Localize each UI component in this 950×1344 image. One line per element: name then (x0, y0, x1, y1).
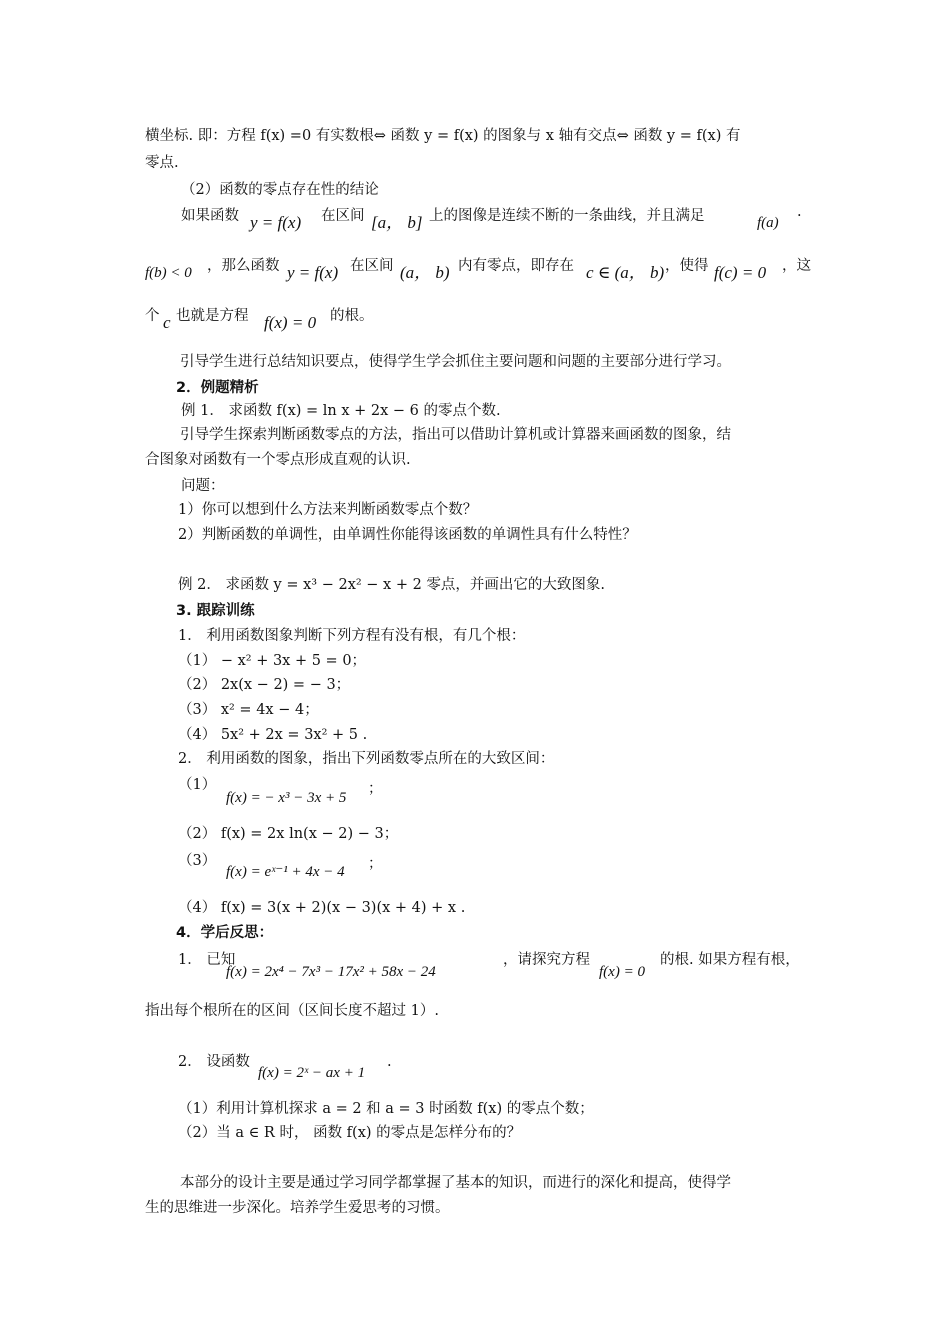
text-line-l48: ； (368, 856, 383, 872)
text-line-l17: c ∈ (a， b) (586, 263, 665, 282)
text-line-l63: 生的思维进一步深化。培养学生爱思考的习惯。 (145, 1200, 450, 1216)
text-line-l62: 本部分的设计主要是通过学习同学都掌握了基本的知识，而进行的深化和提高，使得学 (180, 1175, 731, 1191)
text-line-l12: ，那么函数 (207, 258, 280, 274)
text-line-l34: 例 2． 求函数 y = x³ − 2x² − x + 2 零点，并画出它的大致图象. (178, 577, 606, 593)
text-line-l60: （1）利用计算机探求 a = 2 和 a = 3 时函数 f(x) 的零点个数； (178, 1101, 594, 1117)
text-line-l55: 的根. 如果方程有根， (660, 952, 800, 968)
text-line-l18: ，使得 (665, 258, 709, 274)
text-line-l22: c (163, 313, 171, 332)
text-line-l50: 4．学后反思： (176, 925, 274, 941)
text-line-l16: 内有零点，即存在 (458, 258, 574, 274)
text-line-l26: 引导学生进行总结知识要点，使得学生学会抓住主要问题和问题的主要部分进行学习。 (180, 354, 731, 370)
text-line-l42: （1） (178, 777, 217, 793)
text-line-l49: （4） f(x) = 3(x + 2)(x − 3)(x + 4) + x . (178, 900, 466, 916)
text-line-l45: （2） f(x) = 2x ln(x − 2) − 3； (178, 826, 399, 842)
text-line-l36: 1． 利用函数图象判断下列方程有没有根，有几个根： (178, 628, 526, 644)
text-line-l03: （2）函数的零点存在性的结论 (181, 182, 379, 198)
text-line-l51: 1． 已知 (178, 952, 236, 968)
text-line-l30: 合图象对函数有一个零点形成直观的认识. (145, 452, 411, 468)
text-line-l59: . (387, 1054, 392, 1070)
text-line-l08: 上的图像是连续不断的一条曲线，并且满足 (429, 208, 705, 224)
text-line-l04: 如果函数 (181, 208, 239, 224)
text-line-l07: [a， b] (371, 213, 423, 232)
text-line-l57: 2． 设函数 (178, 1054, 250, 1070)
text-line-l37: （1） − x² + 3x + 5 = 0； (178, 653, 367, 669)
text-line-l05: y = f(x) (250, 213, 302, 232)
text-line-l41: 2． 利用函数的图象，指出下列函数零点所在的大致区间： (178, 751, 555, 767)
text-line-l40: （4） 5x² + 2x = 3x² + 5 . (178, 727, 368, 743)
text-line-l33: 2）判断函数的单调性，由单调性你能得该函数的单调性具有什么特性？ (178, 527, 637, 543)
text-line-l47: f(x) = eˣ⁻¹ + 4x − 4 (226, 864, 345, 880)
text-line-l02: 零点. (145, 155, 179, 171)
text-line-l11: f(b) < 0 (145, 265, 192, 281)
text-line-l10: · (797, 208, 802, 224)
text-line-l23: 也就是方程 (176, 308, 249, 324)
text-line-l38: （2） 2x(x − 2) = − 3； (178, 677, 351, 693)
text-line-l06: 在区间 (321, 208, 365, 224)
text-line-l53: ，请探究方程 (503, 952, 590, 968)
text-line-l28: 例 1． 求函数 f(x) = ln x + 2x − 6 的零点个数. (181, 403, 501, 419)
text-line-l25: 的根。 (330, 308, 374, 324)
text-line-l58: f(x) = 2ˣ − ax + 1 (258, 1065, 366, 1081)
text-line-l09: f(a) (757, 215, 779, 231)
text-line-l52: f(x) = 2x⁴ − 7x³ − 17x² + 58x − 24 (226, 964, 436, 980)
text-line-l56: 指出每个根所在的区间（区间长度不超过 1）. (145, 1003, 439, 1019)
text-line-l24: f(x) = 0 (264, 313, 317, 332)
text-line-l54: f(x) = 0 (599, 964, 645, 980)
text-line-l32: 1）你可以想到什么方法来判断函数零点个数？ (178, 502, 478, 518)
text-line-l39: （3） x² = 4x − 4； (178, 702, 319, 718)
text-line-l14: 在区间 (350, 258, 394, 274)
text-line-l31: 问题： (181, 478, 225, 494)
text-line-l13: y = f(x) (287, 263, 339, 282)
text-line-l15: (a， b) (400, 263, 450, 282)
text-line-l46: （3） (178, 853, 217, 869)
text-line-l20: ，这 (782, 258, 811, 274)
text-line-l35: 3. 跟踪训练 (176, 603, 255, 619)
text-line-l19: f(c) = 0 (714, 263, 767, 282)
text-line-l61: （2）当 a ∈ R 时， 函数 f(x) 的零点是怎样分布的？ (178, 1125, 522, 1141)
text-line-l43: f(x) = − x³ − 3x + 5 (226, 790, 347, 806)
text-line-l01: 横坐标. 即：方程 f(x) =0 有实数根⇔ 函数 y = f(x) 的图象与 x 轴有交点⇔ 函数 y = f(x) 有 (145, 128, 741, 144)
text-line-l21: 个 (145, 308, 160, 324)
text-line-l27: 2．例题精析 (176, 380, 259, 396)
text-line-l44: ； (368, 781, 383, 797)
text-line-l29: 引导学生探索判断函数零点的方法，指出可以借助计算机或计算器来画函数的图象，结 (180, 427, 731, 443)
